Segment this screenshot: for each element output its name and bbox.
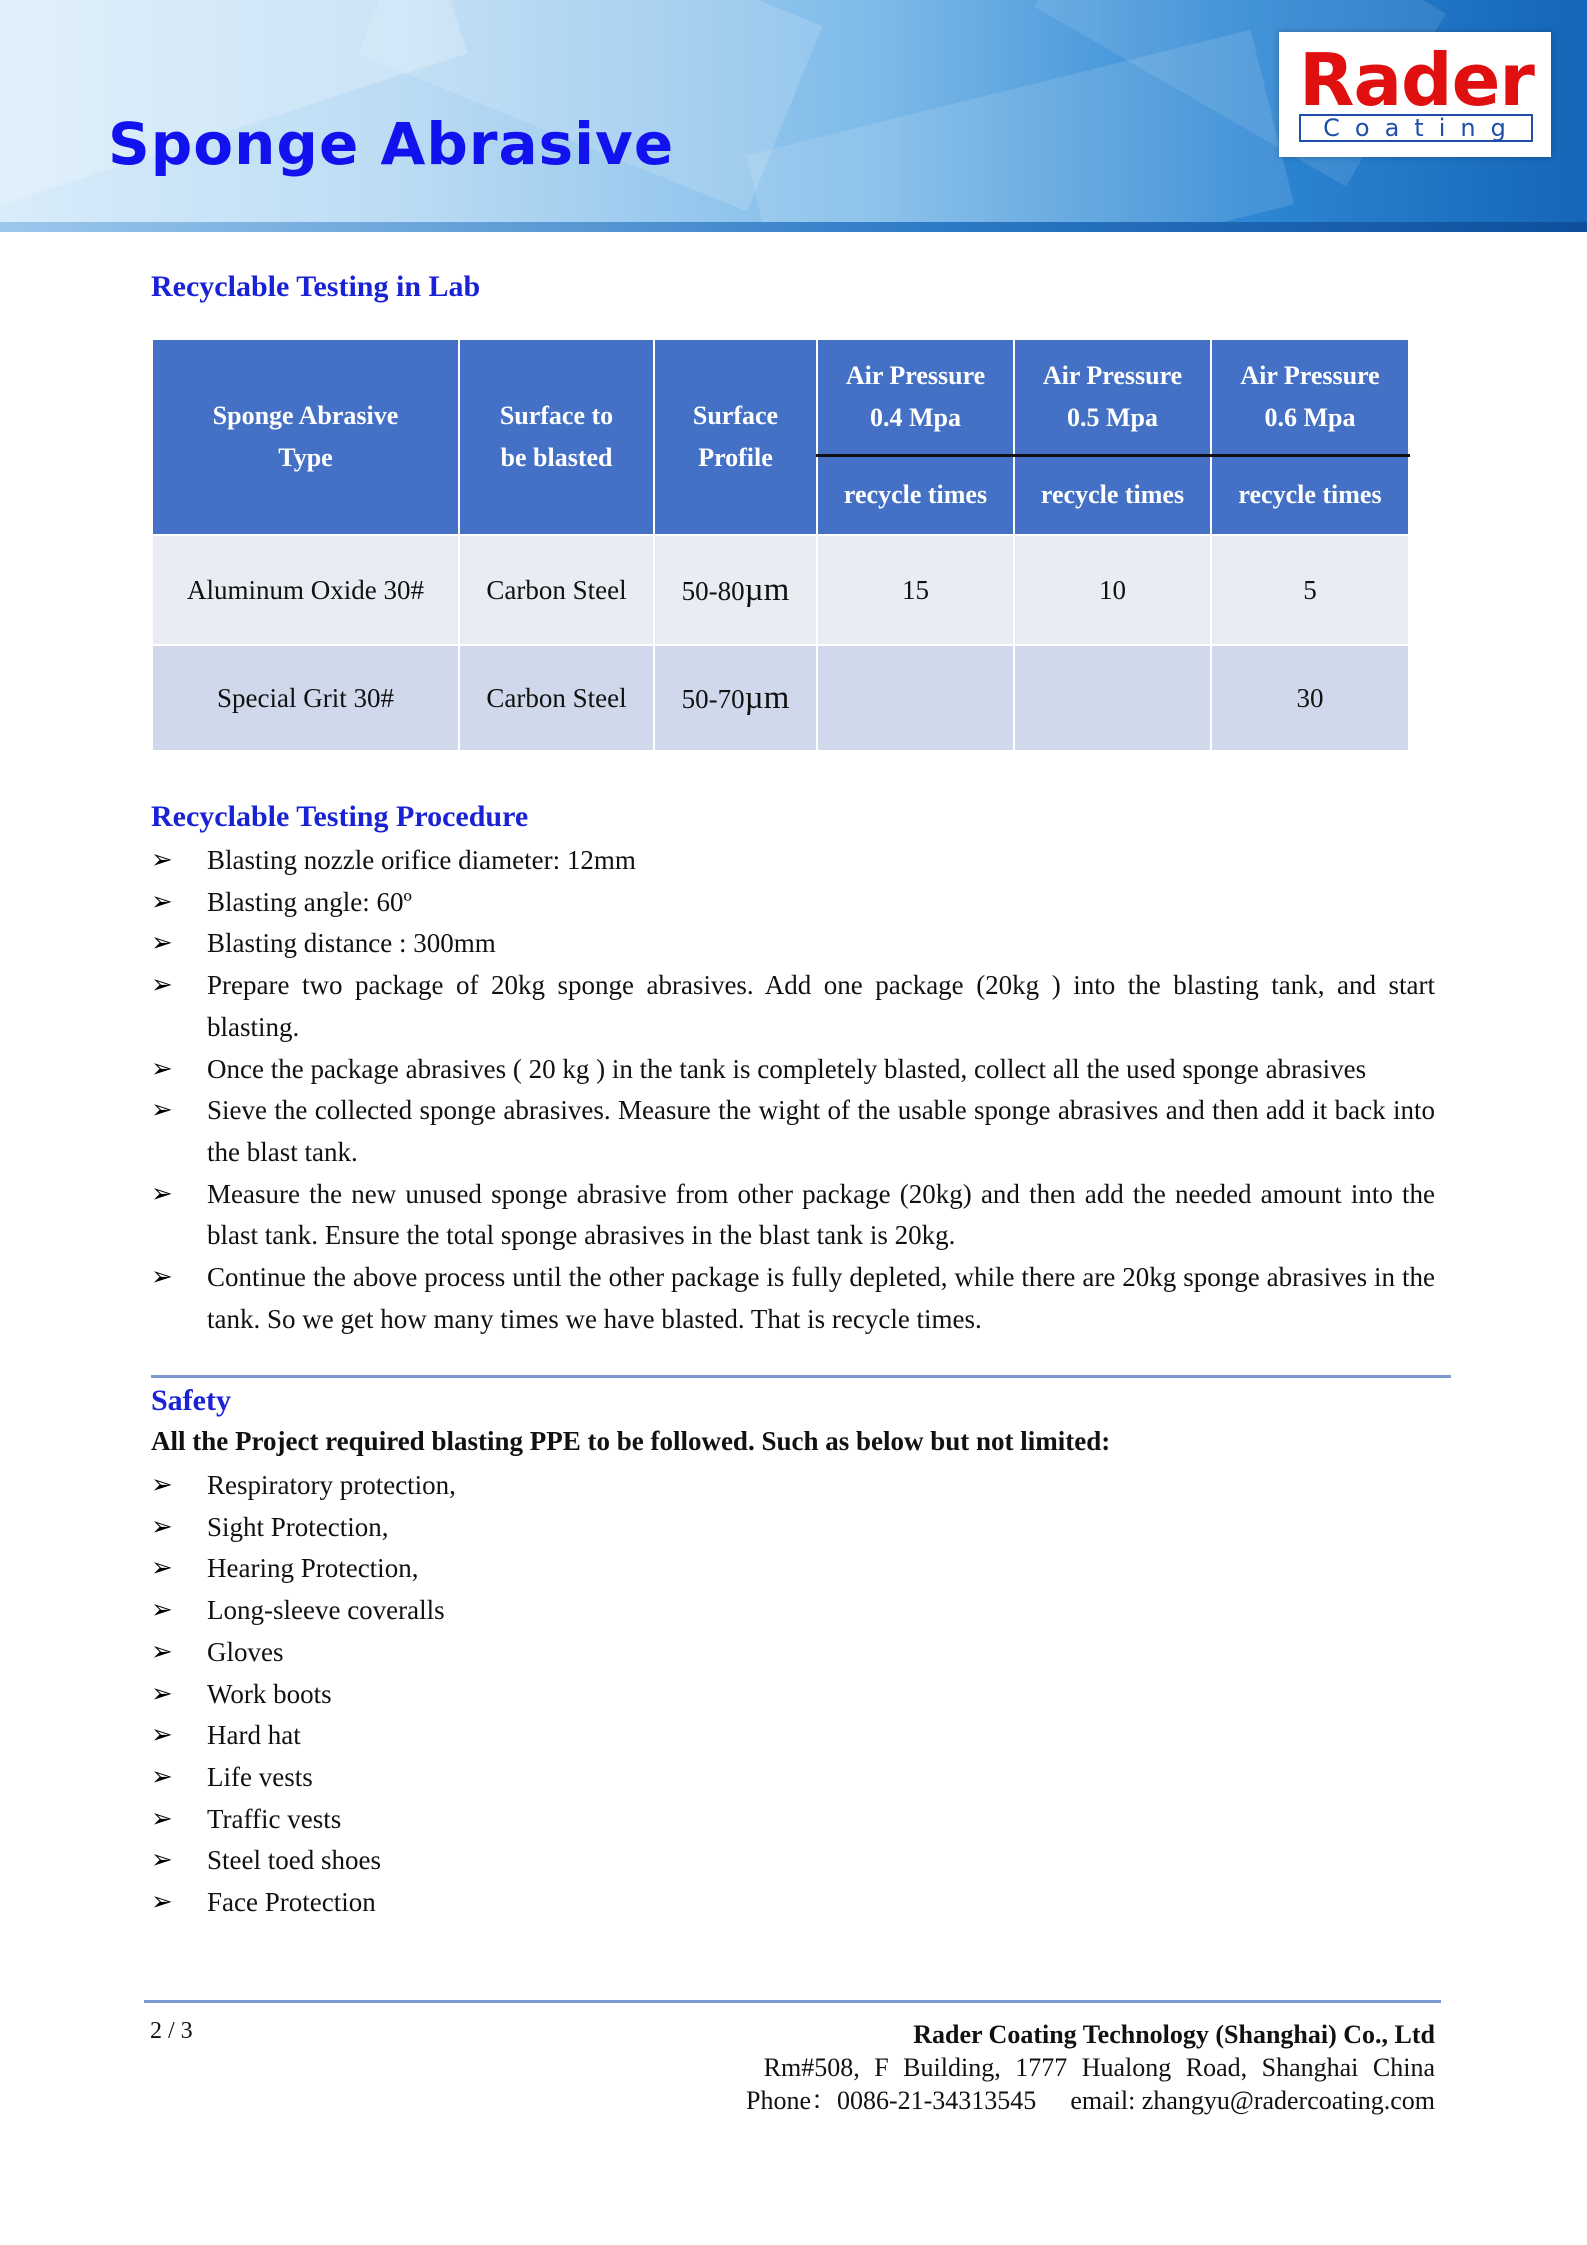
arrow-bullet-icon: ➢ — [151, 845, 173, 875]
safety-item — [151, 1548, 1051, 1590]
profile-unit: µm — [744, 571, 790, 608]
procedure-item-text: Once the package abrasives ( 20 kg ) in the tank is completely blasted, collect all the used sponge abrasives — [207, 1053, 1367, 1084]
recycle-test-table — [151, 338, 1410, 752]
arrow-bullet-icon: ➢ — [151, 1553, 173, 1584]
page-title: Sponge Abrasive — [108, 110, 675, 178]
footer-address: Rm#508, F Building, 1777 Hualong Road, Shanghai China — [763, 2053, 1435, 2082]
procedure-item-text: Prepare two package of 20kg sponge abrasives. Add one package (20kg ) into the blasting tank, and start blasting. — [207, 970, 1435, 1042]
arrow-bullet-icon: ➢ — [151, 1845, 173, 1876]
cell-abrasive-type: Special Grit 30# — [152, 645, 459, 751]
safety-item — [151, 1674, 1051, 1716]
safety-item-text: Steel toed shoes — [207, 1845, 381, 1876]
arrow-bullet-icon: ➢ — [151, 1095, 173, 1126]
footer-divider — [144, 2000, 1441, 2003]
safety-item — [151, 1590, 1051, 1632]
safety-item-text: Traffic vests — [207, 1803, 342, 1834]
procedure-item — [151, 923, 1435, 965]
footer-contact — [640, 2084, 1435, 2117]
procedure-item — [151, 882, 1435, 924]
procedure-item — [151, 1090, 1435, 1173]
arrow-bullet-icon: ➢ — [151, 970, 173, 1001]
arrow-bullet-icon: ➢ — [151, 1761, 173, 1792]
footer-phone: Phone：0086-21-34313545 — [745, 2086, 1037, 2115]
arrow-bullet-icon: ➢ — [151, 1595, 173, 1626]
safety-item — [151, 1507, 1051, 1549]
safety-intro: All the Project required blasting PPE to be followed. Such as below but not limited: — [151, 1426, 1111, 1456]
logo-wordmark: Rader — [1299, 38, 1534, 122]
procedure-item — [151, 1049, 1435, 1091]
banner-stripe — [0, 222, 1587, 232]
header-pressure-04: Air Pressure 0.4 Mpa — [817, 339, 1014, 455]
procedure-item — [151, 840, 1435, 882]
procedure-item-text: Blasting angle: 60º — [207, 886, 412, 917]
arrow-bullet-icon: ➢ — [151, 1720, 173, 1751]
procedure-item — [151, 1174, 1435, 1257]
arrow-bullet-icon: ➢ — [151, 1803, 173, 1834]
safety-item-text: Hard hat — [207, 1720, 301, 1751]
lab-testing-heading: Recyclable Testing in Lab — [151, 270, 481, 303]
section-divider — [151, 1375, 1451, 1378]
arrow-bullet-icon: ➢ — [151, 1887, 173, 1918]
header-recycle-times: recycle times — [1014, 455, 1211, 535]
procedure-heading: Recyclable Testing Procedure — [151, 800, 529, 833]
arrow-bullet-icon: ➢ — [151, 928, 173, 959]
safety-list — [151, 1465, 1051, 1924]
profile-unit: µm — [744, 679, 790, 716]
logo-subtitle: Coating — [1299, 114, 1533, 142]
cell-recycle-04 — [817, 645, 1014, 751]
procedure-item — [151, 1257, 1435, 1340]
safety-item-text: Sight Protection, — [207, 1511, 389, 1542]
header-profile: Surface Profile — [654, 339, 817, 535]
procedure-item — [151, 965, 1435, 1048]
arrow-bullet-icon: ➢ — [151, 1053, 173, 1084]
cell-profile — [654, 645, 817, 751]
profile-range: 50-80 — [681, 575, 745, 606]
cell-recycle-05: 10 — [1014, 535, 1211, 645]
header-banner — [0, 0, 1587, 232]
procedure-item-text: Blasting nozzle orifice diameter: 12mm — [207, 845, 636, 875]
safety-item-text: Hearing Protection, — [207, 1553, 419, 1584]
footer-contact-block — [640, 2018, 1435, 2117]
procedure-item-text: Blasting distance : 300mm — [207, 928, 496, 959]
table-row — [152, 645, 1409, 751]
safety-item-text: Face Protection — [207, 1887, 376, 1918]
safety-item-text: Respiratory protection, — [207, 1470, 456, 1500]
safety-item — [151, 1465, 1051, 1507]
procedure-item-text: Measure the new unused sponge abrasive from other package (20kg) and then add the needed amount into the blast tank. Ensure the total sponge abrasives in the blast tank is 20kg. — [207, 1178, 1435, 1251]
cell-surface: Carbon Steel — [459, 645, 654, 751]
safety-item — [151, 1715, 1051, 1757]
cell-recycle-06: 5 — [1211, 535, 1409, 645]
safety-item-text: Work boots — [207, 1678, 332, 1709]
safety-item — [151, 1799, 1051, 1841]
cell-recycle-06: 30 — [1211, 645, 1409, 751]
table-row — [152, 535, 1409, 645]
header-recycle-times: recycle times — [1211, 455, 1409, 535]
safety-item — [151, 1757, 1051, 1799]
safety-item — [151, 1632, 1051, 1674]
safety-item — [151, 1840, 1051, 1882]
header-abrasive-type: Sponge Abrasive Type — [152, 339, 459, 535]
cell-abrasive-type: Aluminum Oxide 30# — [152, 535, 459, 645]
arrow-bullet-icon: ➢ — [151, 886, 173, 917]
cell-recycle-04: 15 — [817, 535, 1014, 645]
procedure-item-text: Sieve the collected sponge abrasives. Measure the wight of the usable sponge abrasives and then add it back into the blast tank. — [207, 1095, 1435, 1167]
cell-profile — [654, 535, 817, 645]
arrow-bullet-icon: ➢ — [151, 1262, 173, 1293]
header-pressure-06: Air Pressure 0.6 Mpa — [1211, 339, 1409, 455]
safety-heading: Safety — [151, 1384, 231, 1417]
procedure-item-text: Continue the above process until the other package is fully depleted, while there are 20kg sponge abrasives in the tank. So we get how many times we have blasted. That is recycle times. — [207, 1262, 1435, 1334]
cell-recycle-05 — [1014, 645, 1211, 751]
safety-item-text: Gloves — [207, 1636, 284, 1667]
arrow-bullet-icon: ➢ — [151, 1178, 173, 1209]
footer-company: Rader Coating Technology (Shanghai) Co., Ltd — [913, 2020, 1435, 2049]
page-number: 2 / 3 — [150, 2018, 193, 2044]
arrow-bullet-icon: ➢ — [151, 1511, 173, 1542]
arrow-bullet-icon: ➢ — [151, 1678, 173, 1709]
header-pressure-05: Air Pressure 0.5 Mpa — [1014, 339, 1211, 455]
header-surface: Surface to be blasted — [459, 339, 654, 535]
footer-email: email: zhangyu@radercoating.com — [1070, 2086, 1435, 2115]
cell-surface: Carbon Steel — [459, 535, 654, 645]
safety-item-text: Life vests — [207, 1761, 313, 1792]
profile-range: 50-70 — [681, 683, 745, 714]
header-recycle-times: recycle times — [817, 455, 1014, 535]
arrow-bullet-icon: ➢ — [151, 1470, 173, 1500]
company-logo — [1279, 32, 1551, 157]
procedure-list — [151, 840, 1435, 1340]
safety-item-text: Long-sleeve coveralls — [207, 1595, 445, 1626]
safety-item — [151, 1882, 1051, 1924]
arrow-bullet-icon: ➢ — [151, 1636, 173, 1667]
